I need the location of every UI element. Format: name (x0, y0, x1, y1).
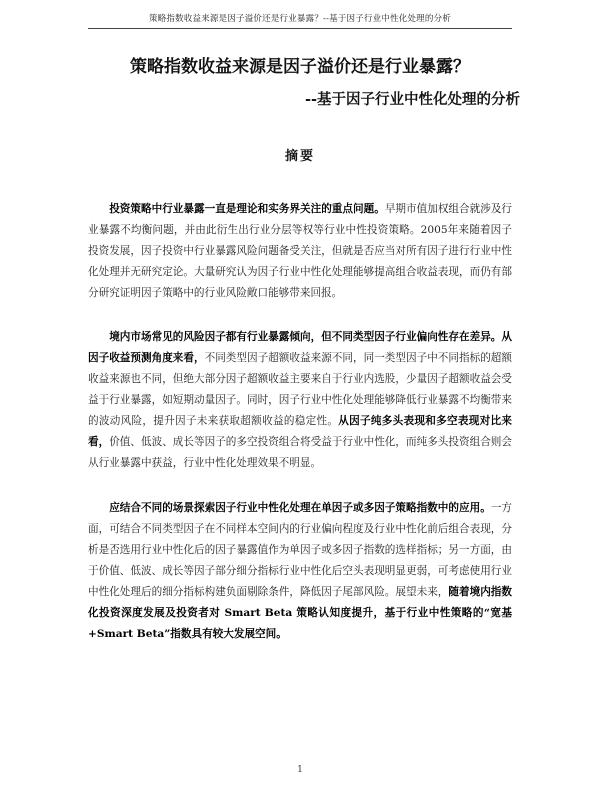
abstract-paragraph-1 (88, 199, 512, 304)
para1-bold-1: 投资策略中行业暴露一直是理论和实务界关注的重点问题。 (109, 203, 385, 215)
document-subtitle: --基于因子行业中性化处理的分析 (304, 91, 520, 108)
para3-text-1: 一方面，可结合不同类型因子在不同样本空间内的行业偏向程度及行业中性化前后组合表现，分析是否选用行业中性化后的因子暴露值作为单因子或多因子指数的选样指标；另一方面，由于价值、低波、成长等因子部分细分指标行业中性化后空头表现明显更弱，可考虑使用行业中性化处理后的细分指标构建负面剔除条件，降低因子尾部风险。展望未来， (88, 502, 513, 598)
abstract-paragraph-2 (88, 327, 512, 474)
para2-text-2: 价值、低波、成长等因子的多空投资组合将受益于行业中性化，而纯多头投资组合则会从行业暴露中获益，行业中性化处理效果不明显。 (88, 436, 512, 469)
para2-text-1: 不同类型因子超额收益来源不同，同一类型因子中不同指标的超额收益来源也不同，但绝大部分因子超额收益主要来自于行业内选股，少量因子超额收益会受益于行业暴露，如短期动量因子。同时，因子行业中性化处理能够降低行业暴露不均衡带来的波动风险，提升因子未来获取超额收益的稳定性。 (88, 352, 513, 427)
document-title: 策略指数收益来源是因子溢价还是行业暴露？ (130, 57, 470, 77)
para2-bold-2: 从因子纯多头表现和多空表现对比来看， (88, 415, 512, 448)
abstract-paragraph-3 (88, 498, 512, 645)
para1-text-1: 早期市值加权组合就涉及行业暴露不均衡问题，并由此衍生出行业分层等权等行业中性投资策略。2005年来随着因子投资发展，因子投资中行业暴露风险问题备受关注，但就是否应当对所有因子进行行业中性化处理并无研究定论。大量研究认为因子行业中性化处理能够提高组合收益表现，而仍有部分研究证明因子策略中的行业风险敞口能够带来回报。 (88, 203, 513, 299)
para3-bold-1: 应结合不同的场景探索因子行业中性化处理在单因子或多因子策略指数中的应用。 (109, 502, 491, 514)
abstract-heading: 摘要 (284, 149, 315, 164)
header-divider (88, 28, 512, 29)
page-number: 1 (297, 765, 303, 775)
running-header: 策略指数收益来源是因子溢价还是行业暴露？--基于因子行业中性化处理的分析 (149, 14, 451, 24)
para3-bold-2: 随着境内指数化投资深度发展及投资者对 Smart Beta 策略认知度提升，基于行业中性策略的“宽基+Smart Beta”指数具有较大发展空间。 (88, 586, 513, 640)
para2-bold-1: 境内市场常见的风险因子都有行业暴露倾向，但不同类型因子行业偏向性存在差异。从因子收益预测角度来看， (88, 331, 512, 364)
